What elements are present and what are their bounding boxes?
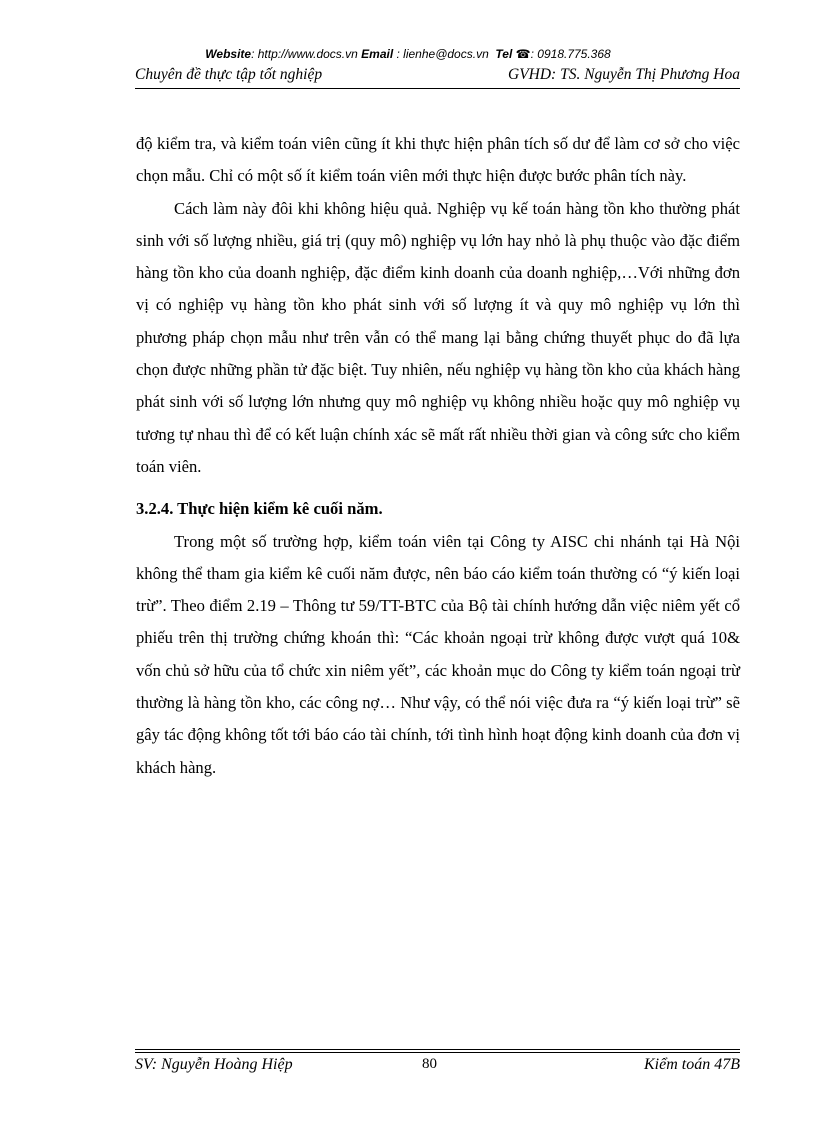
tel-label: Tel — [495, 47, 513, 61]
phone-icon: ☎ — [515, 47, 531, 61]
email-label: Email — [361, 47, 394, 61]
paragraph-1: độ kiểm tra, và kiểm toán viên cũng ít khi thực hiện phân tích số dư để làm cơ sở cho việc chọn mẫu. Chỉ có một số ít kiểm toán viên mới thực hiện được bước phân tích này. — [136, 134, 740, 186]
website-contact-line — [0, 47, 816, 61]
header-supervisor: GVHD: TS. Nguyễn Thị Phương Hoa — [508, 66, 740, 83]
page-footer — [135, 1056, 740, 1078]
page-header — [135, 66, 740, 86]
header-divider — [135, 88, 740, 89]
footer-divider-bottom — [135, 1052, 740, 1053]
paragraph-2: Cách làm này đôi khi không hiệu quả. Nghiệp vụ kế toán hàng tồn kho thường phát sinh với số lượng nhiều, giá trị (quy mô) nghiệp vụ lớn hay nhỏ là phụ thuộc vào đặc điểm hàng tồn kho của doanh nghiệp, đặc điểm kinh doanh của doanh nghiệp,…Với những đơn vị có nghiệp vụ hàng tồn kho phát sinh với số lượng ít và quy mô nghiệp vụ lớn thì phương pháp chọn mẫu như trên vẫn có thể mang lại bằng chứng thuyết phục do đã lựa chọn được những phần tử đặc biệt. Tuy nhiên, nếu nghiệp vụ hàng tồn kho của khách hàng phát sinh với số lượng lớn nhưng quy mô nghiệp vụ không nhiều hoặc quy mô nghiệp vụ tương tự nhau thì để có kết luận chính xác sẽ mất rất nhiều thời gian và công sức cho kiểm toán viên. — [136, 198, 740, 476]
header-topic: Chuyên đề thực tập tốt nghiệp — [135, 66, 323, 83]
email-value[interactable]: : lienhe@docs.vn — [393, 47, 489, 61]
footer-class: Kiểm toán 47B — [644, 1056, 740, 1073]
document-body — [136, 128, 740, 784]
website-value[interactable]: : http://www.docs.vn — [251, 47, 358, 61]
website-label: Website — [205, 47, 252, 61]
footer-divider-top — [135, 1049, 740, 1050]
tel-value: : 0918.775.368 — [530, 47, 611, 61]
footer-student: SV: Nguyễn Hoàng Hiệp — [135, 1056, 293, 1073]
page-number: 80 — [422, 1056, 437, 1072]
paragraph-3: Trong một số trường hợp, kiểm toán viên tại Công ty AISC chi nhánh tại Hà Nội không thể tham gia kiểm kê cuối năm được, nên báo cáo kiểm toán thường có “ý kiến loại trừ”. Theo điểm 2.19 – Thông tư 59/TT-BTC của Bộ tài chính hướng dẫn việc niêm yết cổ phiếu trên thị trường chứng khoán thì: “Các khoản ngoại trừ không được vượt quá 10& vốn chủ sở hữu của tổ chức xin niêm yết”, các khoản mục do Công ty kiểm toán ngoại trừ thường là hàng tồn kho, các công nợ… Như vậy, có thể nói việc đưa ra “ý kiến loại trừ” sẽ gây tác động không tốt tới báo cáo tài chính, tới tình hình hoạt động kinh doanh của đơn vị khách hàng. — [136, 531, 740, 777]
section-heading: 3.2.4. Thực hiện kiểm kê cuối năm. — [136, 499, 383, 519]
